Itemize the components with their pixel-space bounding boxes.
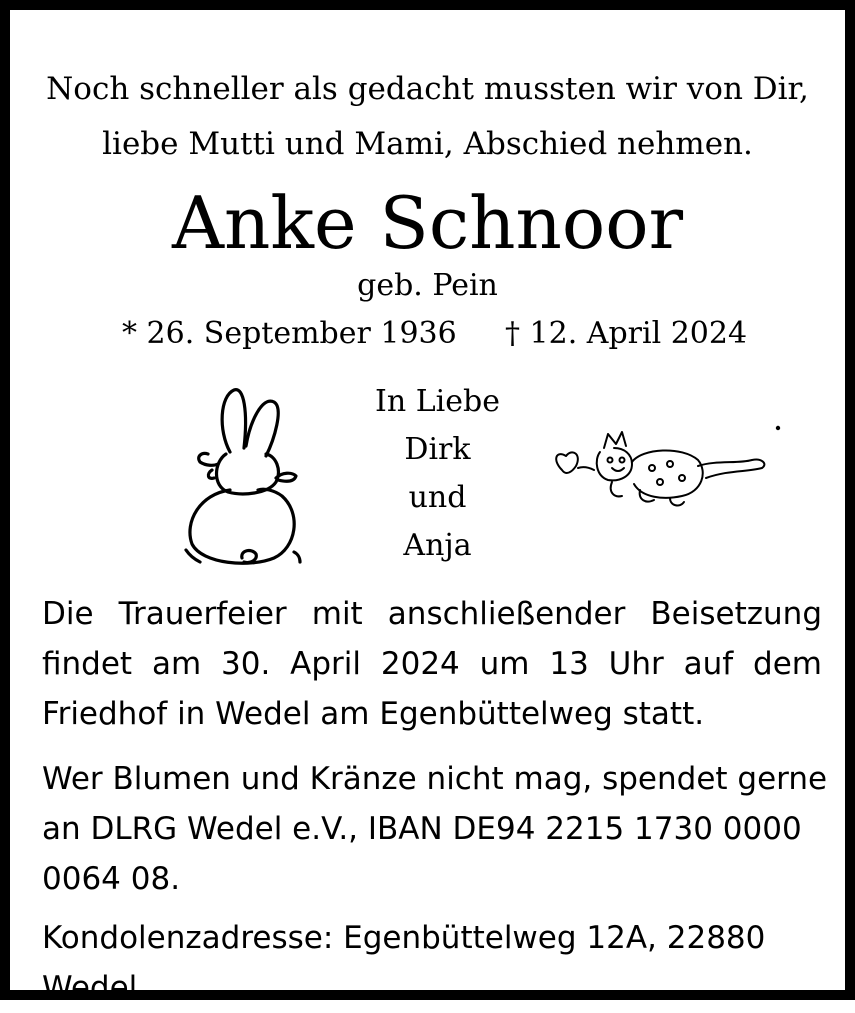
donation-line-1: Wer Blumen und Kränze nicht mag, spendet gerne	[42, 761, 828, 797]
ceremony-line-3: Friedhof in Wedel am Egenbüttelweg statt.	[42, 696, 705, 732]
maiden-name: geb. Pein	[357, 268, 498, 303]
donation-info	[42, 754, 828, 904]
intro-text	[30, 62, 825, 172]
condolence-address: Kondolenzadresse: Egenbüttelweg 12A, 22880 Wedel	[42, 920, 766, 1006]
bunny-drawing-icon	[178, 382, 308, 572]
cat-drawing-icon	[542, 420, 787, 515]
ceremony-line-1: Die Trauerfeier mit anschließender Beisetzung	[42, 596, 822, 632]
birth-date: * 26. September 1936	[122, 316, 457, 351]
mourners-line-1: In Liebe	[375, 384, 500, 419]
donation-line-2: an DLRG Wedel e.V., IBAN DE94 2215 1730 0000	[42, 811, 802, 847]
mourners-line-3: und	[408, 480, 467, 515]
donation-line-3: 0064 08.	[42, 861, 181, 897]
deceased-name: Anke Schnoor	[172, 181, 683, 265]
ceremony-details	[42, 589, 822, 739]
intro-line-1: Noch schneller als gedacht mussten wir von Dir,	[46, 71, 809, 107]
mourners-line-4: Anja	[403, 528, 472, 563]
ceremony-line-2: findet am 30. April 2024 um 13 Uhr auf dem	[42, 646, 822, 682]
intro-line-2: liebe Mutti und Mami, Abschied nehmen.	[102, 126, 753, 162]
death-date: † 12. April 2024	[505, 316, 748, 351]
mourners	[340, 378, 535, 570]
mourners-line-2: Dirk	[404, 432, 471, 467]
